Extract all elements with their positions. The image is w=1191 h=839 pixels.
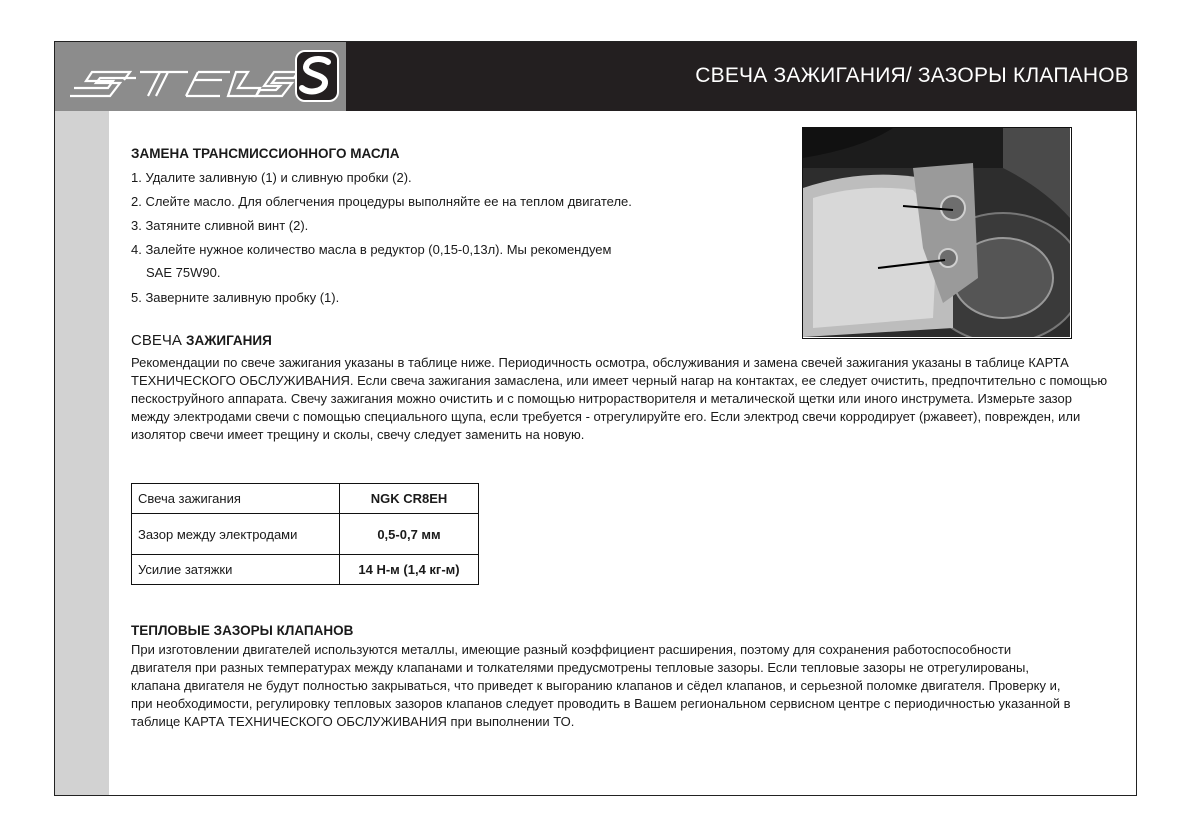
- oil-step-3: 3. Затяните сливной винт (2).: [131, 218, 309, 233]
- stels-logo: [60, 48, 342, 106]
- spec-label: Усилие затяжки: [132, 555, 340, 585]
- page-title: СВЕЧА ЗАЖИГАНИЯ/ ЗАЗОРЫ КЛАПАНОВ: [695, 64, 1129, 87]
- spec-value: 0,5-0,7 мм: [340, 514, 479, 555]
- valve-paragraph: При изготовлении двигателей используются металлы, имеющие разный коэффициент расширения, поэтому для сохранения работоспособности двигателя при разных температурах между клапанами и толкателями предусмотрены тепловые зазоры. Если тепловые зазоры не отрегулированы, клапана двигателя не будут полностью закрываться, что приведет к выгоранию клапанов и сёдел клапанов, и серьезной поломке двигателя. Проверку и, при необходимости, регулировку тепловых зазоров клапанов следует проводить в Вашем региональном сервисном центре с периодичностью указанной в таблице КАРТА ТЕХНИЧЕСКОГО ОБСЛУЖИВАНИЯ при выполнении ТО.: [131, 642, 1071, 729]
- spec-value: NGK CR8EH: [340, 484, 479, 514]
- engine-photo: [802, 127, 1072, 339]
- oil-step-5: 5. Заверните заливную пробку (1).: [131, 290, 340, 305]
- table-row: [132, 484, 479, 514]
- oil-step-4: 4. Залейте нужное количество масла в редуктор (0,15-0,13л). Мы рекомендуем: [131, 242, 612, 257]
- table-row: [132, 555, 479, 585]
- oil-heading: ЗАМЕНА ТРАНСМИССИОННОГО МАСЛА: [131, 146, 400, 161]
- spark-paragraph: Рекомендации по свече зажигания указаны в таблице ниже. Периодичность осмотра, обслуживания и замена свечей зажигания указаны в таблице КАРТА ТЕХНИЧЕСКОГО ОБСЛУЖИВАНИЯ. Если свеча зажигания замаслена, или имеет черный нагар на контактах, ее следует очистить, предпочтительно с помощью пескоструйного аппарата. Свечу зажигания можно очистить и с помощью нитрорастворителя и металической щетки или иного инструмета. Измерьте зазор между электродами свечи с помощью специального щупа, если требуется - отрегулируйте его. Если электрод свечи корродирует (ржавеет), поврежден, или изолятор свечи имеет трещину и сколы, свечу следует заменить на новую.: [131, 355, 1108, 442]
- spark-heading-bold: ЗАЖИГАНИЯ: [186, 333, 272, 348]
- spec-value: 14 Н-м (1,4 кг-м): [340, 555, 479, 585]
- oil-step-1: 1. Удалите заливную (1) и сливную пробки (2).: [131, 170, 412, 185]
- table-row: [132, 514, 479, 555]
- spark-spec-table: [131, 483, 479, 585]
- spark-heading: [131, 332, 272, 349]
- spark-heading-regular: СВЕЧА: [131, 332, 187, 349]
- valve-heading: ТЕПЛОВЫЕ ЗАЗОРЫ КЛАПАНОВ: [131, 623, 354, 638]
- oil-step-4-cont: SAE 75W90.: [146, 265, 221, 280]
- oil-step-2: 2. Слейте масло. Для облегчения процедуры выполняйте ее на теплом двигателе.: [131, 194, 632, 209]
- spec-label: Зазор между электродами: [132, 514, 340, 555]
- spec-label: Свеча зажигания: [132, 484, 340, 514]
